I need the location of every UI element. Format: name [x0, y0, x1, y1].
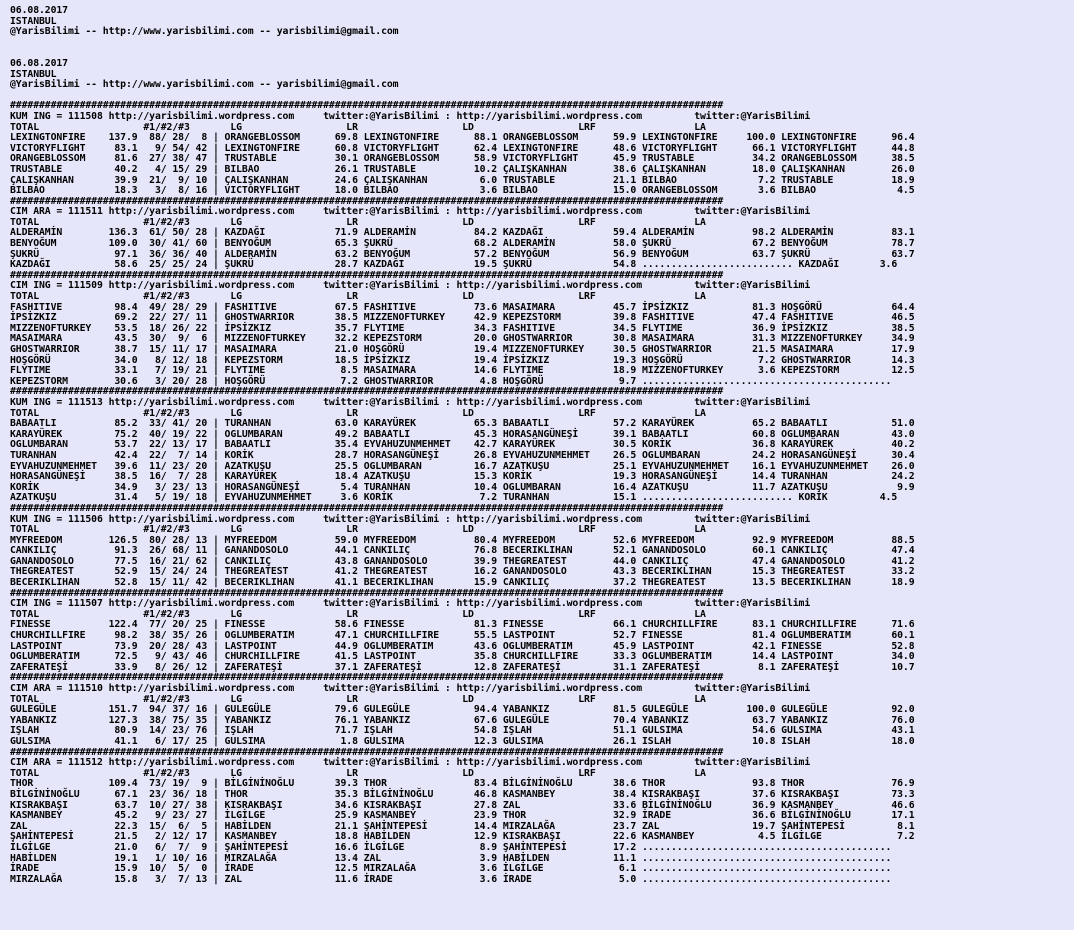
race-row: VICTORYFLIGHT 83.1 9/ 54/ 42 | LEXINGTONFIRE 60.8 VICTORYFLIGHT 62.4 LEXINGTONFIRE 48.6 VICTORYFLIGHT 66.1 VICTORYFLIGHT 44.8: [10, 142, 915, 154]
column-header-row: TOTAL #1/#2/#3 LG LR LD LRF LA: [10, 121, 706, 133]
race-row: ALDERAMİN 136.3 61/ 50/ 28 | KAZDAĞI 71.9 ALDERAMİN 84.2 KAZDAĞI 59.4 ALDERAMİN 98.2 ALDERAMİN 83.1: [10, 227, 915, 239]
race-row: ÇALIŞKANHAN 39.9 21/ 9/ 10 | ÇALIŞKANHAN 24.6 ÇALIŞKANHAN 6.0 TRUSTABLE 21.1 BILBAO 7.2 TRUSTABLE 18.9: [10, 174, 915, 186]
header-line: [10, 38, 915, 49]
header-line: @YarisBilimi -- http://www.yarisbilimi.com -- yarisbilimi@gmail.com: [10, 26, 399, 38]
race-title: CIM ARA = 111512 http://yarisbilimi.wordpress.com twitter:@YarisBilimi : http://yarisbilimi.wordpress.com twitter:@YarisBilimi: [10, 757, 811, 769]
race-row: BECERIKLIHAN 52.8 15/ 11/ 42 | BECERIKLIHAN 41.1 BECERIKLIHAN 15.9 CANKILIÇ 37.2 THEGREATEST 13.5 BECERIKLIHAN 18.9: [10, 577, 915, 589]
race-row: ŞUKRÜ 97.1 36/ 36/ 40 | ALDERAMİN 63.2 BENYOĞUM 57.2 BENYOĞUM 56.9 BENYOĞUM 63.7 ŞUKRÜ 63.7: [10, 248, 915, 260]
race-row: KAZDAĞI 58.6 25/ 25/ 24 | ŞUKRÜ 28.7 KAZDAĞI 19.5 ŞUKRÜ 54.8 .......................... KAZDAĞI 3.6: [10, 259, 898, 271]
race-row: HOŞGÖRÜ 34.0 8/ 12/ 18 | KEPEZSTORM 18.5 İPSİZKIZ 19.4 İPSİZKIZ 19.3 HOŞGÖRÜ 7.2 GHOSTWARRIOR 14.3: [10, 354, 915, 366]
race-title: CIM ING = 111507 http://yarisbilimi.wordpress.com twitter:@YarisBilimi : http://yarisbilimi.wordpress.com twitter:@YarisBilimi: [10, 598, 811, 610]
race-row: GULEGÜLE 151.7 94/ 37/ 16 | GULEGÜLE 79.6 GULEGÜLE 94.4 YABANKIZ 81.5 GULEGÜLE 100.0 GULEGÜLE 92.0: [10, 704, 915, 716]
race-row: KEPEZSTORM 30.6 3/ 20/ 28 | HOŞGÖRÜ 7.2 GHOSTWARRIOR 4.8 HOŞGÖRÜ 9.7 ...........................................: [10, 375, 892, 387]
race-row: MIRZALAĞA 15.8 3/ 7/ 13 | ZAL 11.6 İRADE 3.6 İRADE 5.0 ...........................................: [10, 873, 892, 885]
race-row: BİLGİNİNOĞLU 67.1 23/ 36/ 18 | THOR 35.3 BİLGİNİNOĞLU 46.8 KASMANBEY 38.4 KISRAKBAŞI 37.6 KISRAKBAŞI 73.3: [10, 788, 915, 800]
race-row: FINESSE 122.4 77/ 20/ 25 | FINESSE 58.6 FINESSE 81.3 FINESSE 66.1 CHURCHILLFIRE 83.1 CHURCHILLFIRE 71.6: [10, 619, 915, 631]
race-row: ORANGEBLOSSOM 81.6 27/ 38/ 47 | TRUSTABLE 30.1 ORANGEBLOSSOM 58.9 VICTORYFLIGHT 45.9 TRUSTABLE 34.2 ORANGEBLOSSOM 38.5: [10, 153, 915, 165]
race-row: FASHITIVE 98.4 49/ 28/ 29 | FASHITIVE 67.5 FASHITIVE 73.6 MASAIMARA 45.7 İPSİZKIZ 81.3 HOŞGÖRÜ 64.4: [10, 301, 915, 313]
race-row: TURANHAN 42.4 22/ 7/ 14 | KORİK 28.7 HORASANGÜNEŞİ 26.8 EYVAHUZUNMEHMET 26.5 OGLUMBARAN 24.2 HORASANGÜNEŞİ 30.4: [10, 449, 915, 461]
race-row: THEGREATEST 52.9 15/ 24/ 24 | THEGREATEST 41.2 THEGREATEST 16.2 GANANDOSOLO 43.3 BECERIKLIHAN 15.3 THEGREATEST 33.2: [10, 566, 915, 578]
header-line: 06.08.2017: [10, 57, 68, 69]
race-row: ZAFERATEŞİ 33.9 8/ 26/ 12 | ZAFERATEŞİ 37.1 ZAFERATEŞİ 12.8 ZAFERATEŞİ 31.1 ZAFERATEŞİ 8.1 ZAFERATEŞİ 10.7: [10, 661, 915, 673]
race-row: KASMANBEY 45.2 9/ 23/ 27 | İLGİLGE 25.9 KASMANBEY 23.9 THOR 32.9 İRADE 36.6 BİLGİNİNOĞLU 17.1: [10, 810, 915, 822]
column-header-row: TOTAL #1/#2/#3 LG LR LD LRF LA: [10, 407, 706, 419]
separator-line: ###########################################################################################################################: [10, 386, 724, 398]
race-row: YABANKIZ 127.3 38/ 75/ 35 | YABANKIZ 76.1 YABANKIZ 67.6 GULEGÜLE 70.4 YABANKIZ 63.7 YABANKIZ 76.0: [10, 714, 915, 726]
race-row: MASAIMARA 43.5 30/ 9/ 6 | MIZZENOFTURKEY 32.2 KEPEZSTORM 20.0 GHOSTWARRIOR 30.8 MASAIMARA 31.3 MIZZENOFTURKEY 34.9: [10, 333, 915, 345]
race-row: AZATKUŞU 31.4 5/ 19/ 18 | EYVAHUZUNMEHMET 3.6 KORİK 7.2 TURANHAN 15.1 .......................... KORİK 4.5: [10, 492, 898, 504]
race-row: FLYTIME 33.1 7/ 19/ 21 | FLYTIME 8.5 MASAIMARA 14.6 FLYTIME 18.9 MIZZENOFTURKEY 3.6 KEPEZSTORM 12.5: [10, 365, 915, 377]
race-row: GHOSTWARRIOR 38.7 15/ 11/ 17 | MASAIMARA 21.0 HOŞGÖRÜ 19.4 MIZZENOFTURKEY 30.5 GHOSTWARRIOR 21.5 MASAIMARA 17.9: [10, 344, 915, 355]
separator-line: ###########################################################################################################################: [10, 587, 724, 599]
separator-line: ###########################################################################################################################: [10, 672, 724, 684]
race-row: İLGİLGE 21.0 6/ 7/ 9 | ŞAHİNTEPESİ 16.6 İLGİLGE 8.9 ŞAHİNTEPESİ 17.2 ...........................................: [10, 841, 892, 853]
race-row: BILBAO 18.3 3/ 8/ 16 | VICTORYFLIGHT 18.0 BILBAO 3.6 BILBAO 15.0 ORANGEBLOSSOM 3.6 BILBAO 4.5: [10, 185, 915, 197]
race-row: MYFREEDOM 126.5 80/ 28/ 13 | MYFREEDOM 59.0 MYFREEDOM 80.4 MYFREEDOM 52.6 MYFREEDOM 92.9 MYFREEDOM 88.5: [10, 534, 915, 546]
race-row: HORASANGÜNEŞİ 38.5 16/ 7/ 28 | KARAYÜREK 18.4 AZATKUŞU 15.3 KORİK 19.3 HORASANGÜNEŞİ 14.4 TURANHAN 24.2: [10, 471, 915, 483]
race-row: EYVAHUZUNMEHMET 39.6 11/ 23/ 20 | AZATKUŞU 25.5 OGLUMBARAN 16.7 AZATKUŞU 25.1 EYVAHUZUNMEHMET 16.1 EYVAHUZUNMEHMET 26.0: [10, 460, 915, 472]
race-row: BENYOĞUM 109.0 30/ 41/ 60 | BENYOĞUM 65.3 ŞUKRÜ 68.2 ALDERAMİN 58.0 ŞUKRÜ 67.2 BENYOĞUM 78.7: [10, 238, 915, 250]
report-document: [10, 6, 915, 885]
separator-line: ###########################################################################################################################: [10, 100, 724, 112]
header-line: [10, 48, 915, 59]
race-row: İRADE 15.9 10/ 5/ 0 | İRADE 12.5 MIRZALAĞA 3.6 İLGİLGE 6.1 ...........................................: [10, 863, 892, 875]
separator-line: ###########################################################################################################################: [10, 502, 724, 514]
column-header-row: TOTAL #1/#2/#3 LG LR LD LRF LA: [10, 291, 706, 303]
race-row: IŞLAH 80.9 14/ 23/ 76 | IŞLAH 71.7 IŞLAH 54.8 IŞLAH 51.1 GULSIMA 54.6 GULSIMA 43.1: [10, 725, 915, 737]
header-line: 06.08.2017: [10, 5, 68, 16]
race-title: KUM ING = 111513 http://yarisbilimi.wordpress.com twitter:@YarisBilimi : http://yarisbilimi.wordpress.com twitter:@YarisBilimi: [10, 396, 811, 408]
separator-line: ###########################################################################################################################: [10, 746, 724, 758]
race-title: CIM ARA = 111511 http://yarisbilimi.wordpress.com twitter:@YarisBilimi : http://yarisbilimi.wordpress.com twitter:@YarisBilimi: [10, 206, 811, 218]
column-header-row: TOTAL #1/#2/#3 LG LR LD LRF LA: [10, 216, 706, 228]
race-row: LASTPOINT 73.9 20/ 28/ 43 | LASTPOINT 44.9 OGLUMBERATIM 43.6 OGLUMBERATIM 45.9 LASTPOINT 42.1 FINESSE 52.8: [10, 640, 915, 652]
column-header-row: TOTAL #1/#2/#3 LG LR LD LRF LA: [10, 693, 706, 705]
race-row: HABİLDEN 19.1 1/ 10/ 16 | MIRZALAĞA 13.4 ZAL 3.9 HABİLDEN 11.1 ...........................................: [10, 852, 892, 864]
header-line: ISTANBUL: [10, 15, 57, 27]
race-row: TRUSTABLE 40.2 4/ 15/ 29 | BILBAO 26.1 TRUSTABLE 10.2 ÇALIŞKANHAN 38.6 ÇALIŞKANHAN 18.0 ÇALIŞKANHAN 26.0: [10, 163, 915, 175]
race-row: GULSIMA 41.1 6/ 17/ 25 | GULSIMA 1.8 GULSIMA 12.3 GULSIMA 26.1 ISLAH 10.8 ISLAH 18.0: [10, 735, 915, 747]
header-line: ISTANBUL: [10, 68, 57, 80]
race-row: İPSİZKIZ 69.2 22/ 27/ 11 | GHOSTWARRIOR 38.5 MIZZENOFTURKEY 42.9 KEPEZSTORM 39.8 FASHITIVE 47.4 FASHITIVE 46.5: [10, 312, 915, 324]
column-header-row: TOTAL #1/#2/#3 LG LR LD LRF LA: [10, 608, 706, 620]
race-row: BABAATLI 85.2 33/ 41/ 20 | TURANHAN 63.0 KARAYÜREK 65.3 BABAATLI 57.2 KARAYÜREK 65.2 BABAATLI 51.0: [10, 418, 915, 430]
race-title: CIM ARA = 111510 http://yarisbilimi.wordpress.com twitter:@YarisBilimi : http://yarisbilimi.wordpress.com twitter:@YarisBilimi: [10, 683, 811, 694]
race-row: ŞAHİNTEPESİ 21.5 2/ 12/ 17 | KASMANBEY 18.8 HABİLDEN 12.9 KISRAKBAŞI 22.6 KASMANBEY 4.5 İLGİLGE 7.2: [10, 831, 915, 843]
race-row: CANKILIÇ 91.3 26/ 68/ 11 | GANANDOSOLO 44.1 CANKILIÇ 76.8 BECERIKLIHAN 52.1 GANANDOSOLO 60.1 CANKILIÇ 47.4: [10, 545, 915, 557]
race-title: KUM ING = 111508 http://yarisbilimi.wordpress.com twitter:@YarisBilimi : http://yarisbilimi.wordpress.com twitter:@YarisBilimi: [10, 110, 811, 122]
header-line: @YarisBilimi -- http://www.yarisbilimi.com -- yarisbilimi@gmail.com: [10, 79, 399, 91]
race-row: CHURCHILLFIRE 98.2 38/ 35/ 26 | OGLUMBERATIM 47.1 CHURCHILLFIRE 55.5 LASTPOINT 52.7 FINESSE 81.4 OGLUMBERATIM 60.1: [10, 630, 915, 642]
race-row: KISRAKBAŞI 63.7 10/ 27/ 38 | KISRAKBAŞI 34.6 KISRAKBAŞI 27.8 ZAL 33.6 BİLGİNİNOĞLU 36.9 KASMANBEY 46.6: [10, 799, 915, 811]
race-row: OGLUMBARAN 53.7 22/ 13/ 17 | BABAATLI 35.4 EYVAHUZUNMEHMET 42.7 KARAYÜREK 30.5 KORİK 36.8 KARAYÜREK 40.2: [10, 439, 915, 451]
separator-line: ###########################################################################################################################: [10, 195, 724, 207]
column-header-row: TOTAL #1/#2/#3 LG LR LD LRF LA: [10, 767, 706, 779]
race-title: CIM ING = 111509 http://yarisbilimi.wordpress.com twitter:@YarisBilimi : http://yarisbilimi.wordpress.com twitter:@YarisBilimi: [10, 280, 811, 292]
race-row: KORİK 34.9 3/ 23/ 13 | HORASANGÜNEŞİ 5.4 TURANHAN 10.4 OGLUMBARAN 16.4 AZATKUŞU 11.7 AZATKUŞU 9.9: [10, 481, 915, 493]
race-row: GANANDOSOLO 77.5 16/ 21/ 62 | CANKILIÇ 43.8 GANANDOSOLO 39.9 THEGREATEST 44.0 CANKILIÇ 47.4 GANANDOSOLO 41.2: [10, 555, 915, 567]
race-row: THOR 109.4 73/ 19/ 9 | BİLGİNİNOĞLU 39.3 THOR 83.4 BİLGİNİNOĞLU 38.6 THOR 93.8 THOR 76.9: [10, 778, 915, 790]
race-row: KARAYÜREK 75.2 40/ 19/ 22 | OGLUMBARAN 49.2 BABAATLI 45.3 HORASANGÜNEŞİ 39.1 BABAATLI 60.8 OGLUMBARAN 43.0: [10, 428, 915, 440]
race-row: MIZZENOFTURKEY 53.5 18/ 26/ 22 | İPSİZKIZ 35.7 FLYTIME 34.3 FASHITIVE 34.5 FLYTIME 36.9 İPSİZKIZ 38.5: [10, 322, 915, 334]
race-row: LEXINGTONFIRE 137.9 88/ 28/ 8 | ORANGEBLOSSOM 69.8 LEXINGTONFIRE 88.1 ORANGEBLOSSOM 59.9 LEXINGTONFIRE 100.0 LEXINGTONFIRE 96.4: [10, 132, 915, 144]
race-row: ZAL 22.3 15/ 6/ 5 | HABİLDEN 21.1 ŞAHİNTEPESİ 14.4 MIRZALAĞA 23.7 ZAL 19.7 ŞAHİNTEPESİ 8.1: [10, 820, 915, 832]
race-row: OGLUMBERATIM 72.5 9/ 43/ 46 | CHURCHILLFIRE 41.5 LASTPOINT 35.8 CHURCHILLFIRE 33.3 OGLUMBERATIM 14.4 LASTPOINT 34.0: [10, 651, 915, 663]
race-title: KUM ING = 111506 http://yarisbilimi.wordpress.com twitter:@YarisBilimi : http://yarisbilimi.wordpress.com twitter:@YarisBilimi: [10, 513, 811, 525]
column-header-row: TOTAL #1/#2/#3 LG LR LD LRF LA: [10, 524, 706, 536]
separator-line: ###########################################################################################################################: [10, 269, 724, 281]
